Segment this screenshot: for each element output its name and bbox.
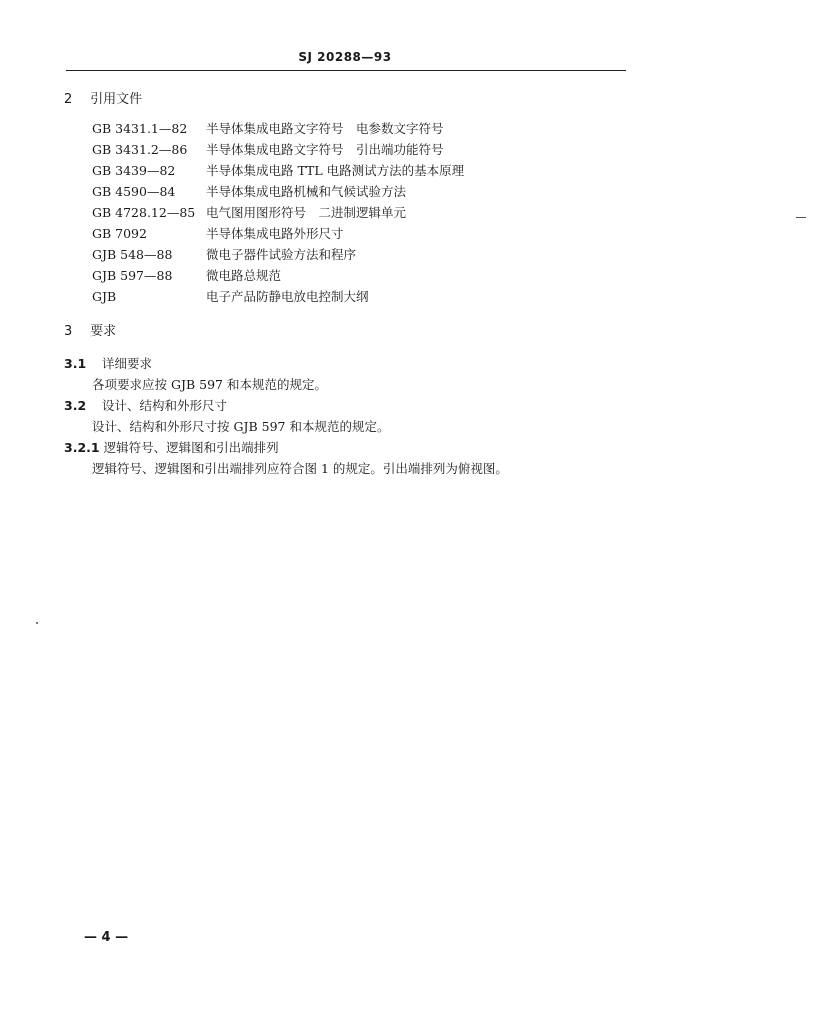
- reference-item: [92, 202, 612, 223]
- reference-code: GJB 597—88: [92, 268, 173, 283]
- reference-item: [92, 286, 612, 307]
- page-number: — 4 —: [84, 930, 129, 945]
- reference-code: GB 3431.2—86: [92, 142, 188, 157]
- section-3-1-heading: [64, 354, 152, 372]
- section-3-2-1-number: 3.2.1: [64, 440, 100, 455]
- reference-title: 半导体集成电路 TTL 电路测试方法的基本原理: [206, 163, 465, 178]
- reference-title: 半导体集成电路文字符号 引出端功能符号: [206, 142, 444, 157]
- reference-item: [92, 118, 612, 139]
- reference-title: 电气图用图形符号 二进制逻辑单元: [206, 205, 407, 220]
- section-3-1-title: 详细要求: [101, 356, 152, 371]
- reference-code: GB 3431.1—82: [92, 121, 188, 136]
- reference-title: 半导体集成电路文字符号 电参数文字符号: [206, 121, 444, 136]
- section-3-title: 要求: [90, 324, 117, 339]
- reference-code: GB 4728.12—85: [92, 205, 196, 220]
- reference-title: 微电子器件试验方法和程序: [206, 247, 357, 262]
- section-3-2-heading: [64, 396, 227, 414]
- reference-code: GJB: [92, 289, 117, 304]
- reference-title: 微电路总规范: [206, 268, 282, 283]
- scan-dot-mark: [36, 622, 38, 624]
- reference-item: [92, 160, 612, 181]
- section-3-2-1-heading: [64, 438, 279, 456]
- reference-code: GB 3439—82: [92, 163, 176, 178]
- section-2-number: 2: [64, 92, 73, 107]
- reference-code: GB 4590—84: [92, 184, 176, 199]
- reference-item: [92, 244, 612, 265]
- reference-item: [92, 139, 612, 160]
- section-2-heading: [64, 88, 142, 107]
- reference-title: 半导体集成电路机械和气候试验方法: [206, 184, 407, 199]
- standard-code-header: SJ 20288—93: [298, 50, 392, 64]
- section-3-2-title: 设计、结构和外形尺寸: [101, 398, 227, 413]
- section-3-2-1-text: 逻辑符号、逻辑图和引出端排列应符合图 1 的规定。引出端排列为俯视图。: [92, 461, 508, 476]
- reference-item: [92, 223, 612, 244]
- reference-code: GJB 548—88: [92, 247, 173, 262]
- section-3-number: 3: [64, 324, 73, 339]
- reference-list: [92, 118, 612, 307]
- header-rule: [66, 70, 626, 71]
- reference-title: 半导体集成电路外形尺寸: [206, 226, 344, 241]
- reference-title: 电子产品防静电放电控制大纲: [206, 289, 369, 304]
- section-3-1-text: 各项要求应按 GJB 597 和本规范的规定。: [92, 377, 327, 392]
- scan-margin-mark: [796, 217, 806, 218]
- section-3-2-number: 3.2: [64, 398, 87, 413]
- section-3-1-number: 3.1: [64, 356, 87, 371]
- section-3-heading: [64, 320, 116, 339]
- section-3-2-1-title: 逻辑符号、逻辑图和引出端排列: [103, 440, 279, 455]
- reference-item: [92, 181, 612, 202]
- section-3-2-text: 设计、结构和外形尺寸按 GJB 597 和本规范的规定。: [92, 419, 390, 434]
- section-2-title: 引用文件: [90, 92, 143, 107]
- reference-code: GB 7092: [92, 226, 147, 241]
- reference-item: [92, 265, 612, 286]
